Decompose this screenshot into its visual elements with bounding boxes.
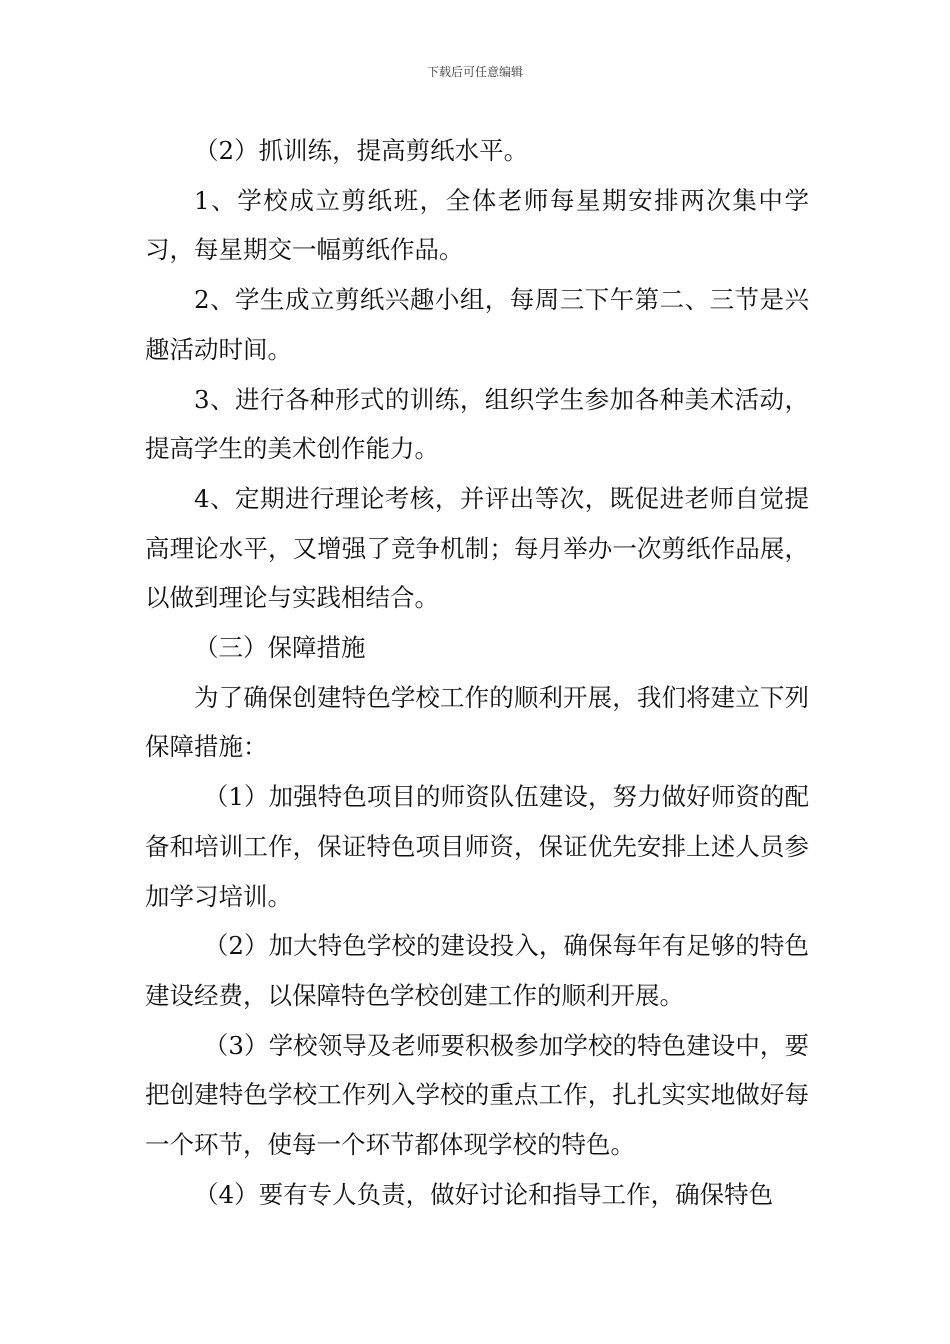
document-body: [145, 126, 809, 1219]
paragraph-item-3: 3、进行各种形式的训练，组织学生参加各种美术活动，提高学生的美术创作能力。: [145, 384, 809, 464]
section-heading-safeguards: （三）保障措施: [194, 633, 366, 663]
paragraph-item-1: 1、学校成立剪纸班，全体老师每星期安排两次集中学习，每星期交一幅剪纸作品。: [145, 185, 809, 265]
paragraph-item-4: 4、定期进行理论考核，并评出等次，既促进老师自觉提高理论水平，又增强了竞争机制；每月举办一次剪纸作品展，以做到理论与实践相结合。: [145, 483, 809, 613]
page-header-note: 下载后可任意编辑: [426, 65, 523, 79]
paragraph-measure-2: （2）加大特色学校的建设投入，确保每年有足够的特色建设经费，以保障特色学校创建工作的顺利开展。: [145, 931, 809, 1010]
paragraph-training-heading: （2）抓训练，提高剪纸水平。: [194, 136, 529, 165]
paragraph-measure-3: （3）学校领导及老师要积极参加学校的特色建设中，要把创建特色学校工作列入学校的重点工作，扎扎实实地做好每一个环节，使每一个环节都体现学校的特色。: [145, 1030, 809, 1160]
paragraph-item-2: 2、学生成立剪纸兴趣小组，每周三下午第二、三节是兴趣活动时间。: [145, 285, 809, 364]
paragraph-measure-1: （1）加强特色项目的师资队伍建设，努力做好师资的配备和培训工作，保证特色项目师资，保证优先安排上述人员参加学习培训。: [145, 782, 809, 911]
paragraph-measure-4: （4）要有专人负责，做好讨论和指导工作，确保特色: [194, 1179, 774, 1209]
paragraph-safeguards-intro: 为了确保创建特色学校工作的顺利开展，我们将建立下列保障措施：: [145, 682, 809, 762]
